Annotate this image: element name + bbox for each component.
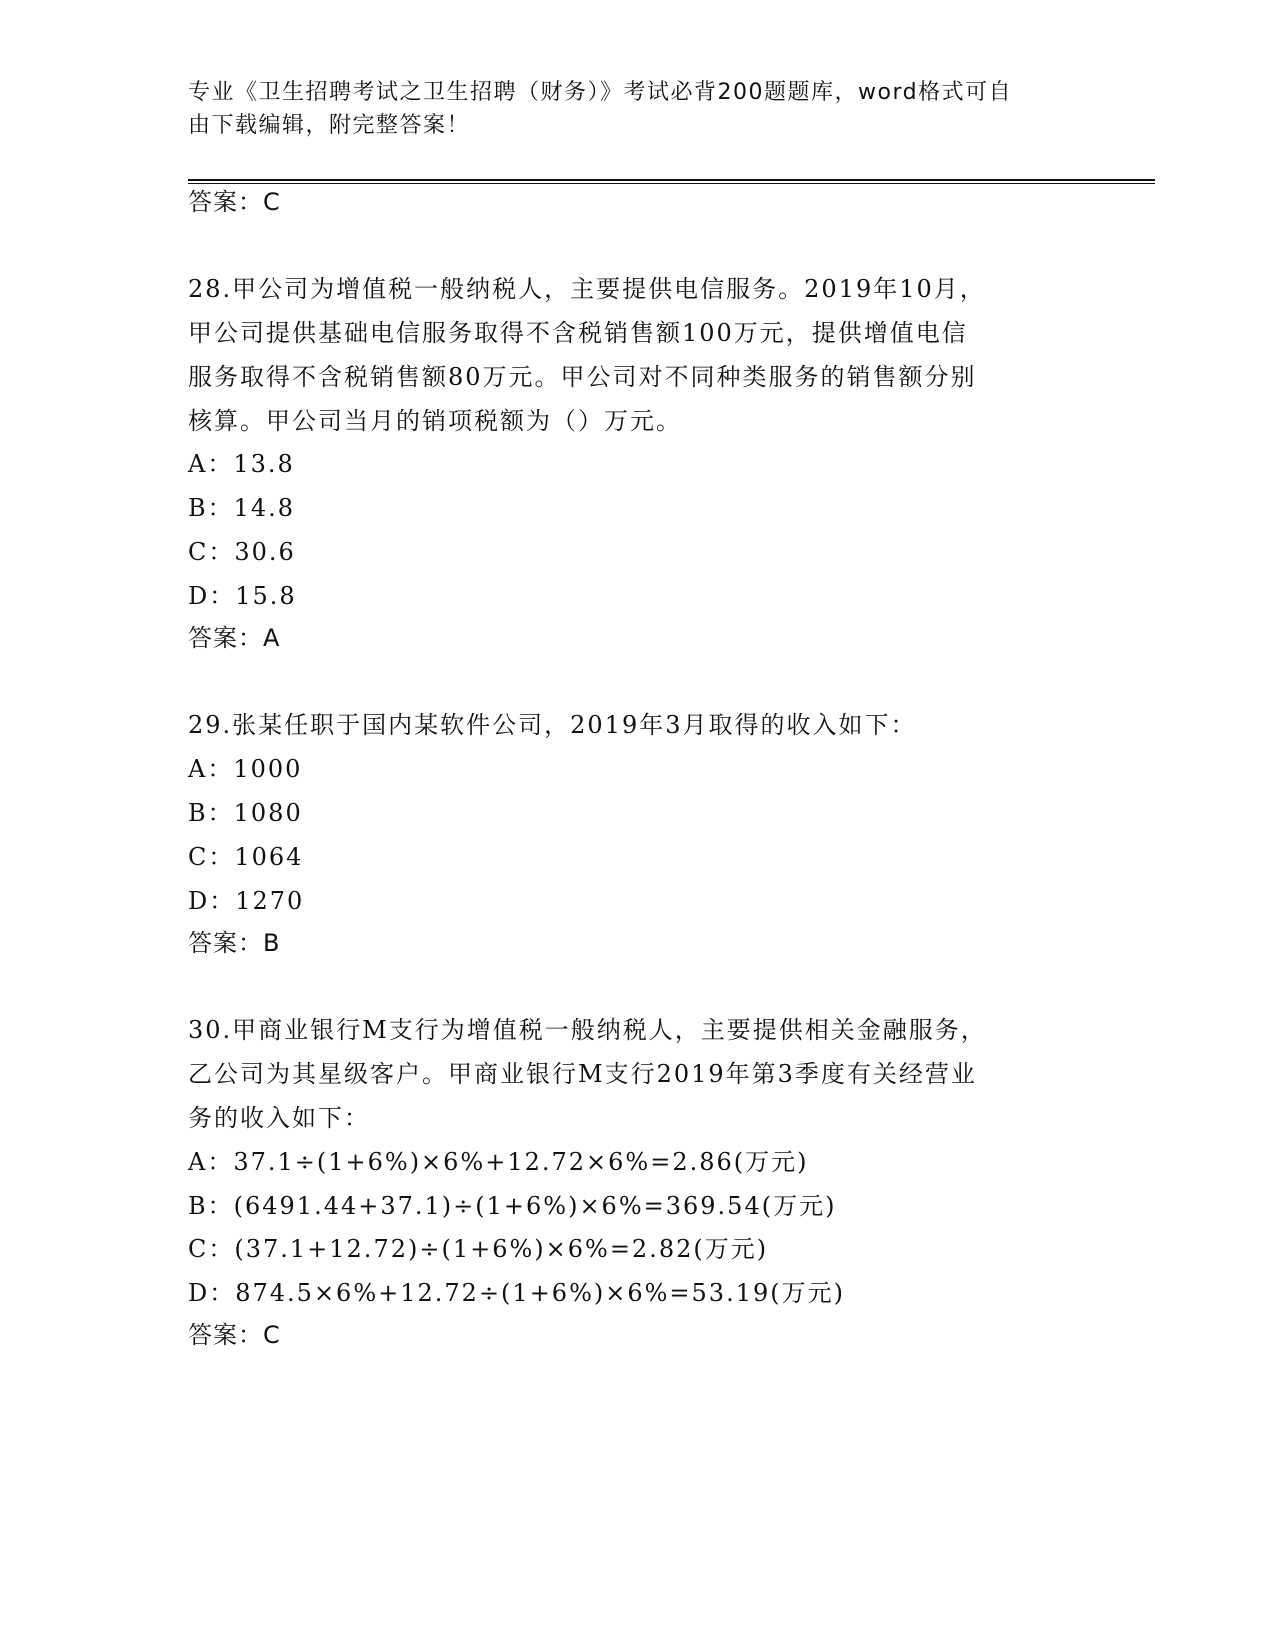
question-stem-line: 甲公司提供基础电信服务取得不含税销售额100万元，提供增值电信 bbox=[188, 319, 968, 347]
answer: 答案：A bbox=[188, 624, 281, 652]
answer: 答案：B bbox=[188, 929, 281, 957]
option-a: A：13.8 bbox=[188, 450, 295, 478]
answer: 答案：C bbox=[188, 1321, 281, 1349]
option-c: C：30.6 bbox=[188, 538, 296, 566]
question-stem-line: 30.甲商业银行M支行为增值税一般纳税人，主要提供相关金融服务， bbox=[188, 1016, 987, 1044]
option-b: B：14.8 bbox=[188, 494, 296, 522]
option-a: A：1000 bbox=[188, 755, 303, 783]
option-c: C：1064 bbox=[188, 843, 304, 871]
document-header bbox=[188, 76, 1068, 142]
question-stem-line: 服务取得不含税销售额80万元。甲公司对不同种类服务的销售额分别 bbox=[188, 363, 977, 391]
option-b: B：1080 bbox=[188, 799, 303, 827]
option-d: D：874.5×6%+12.72÷(1+6%)×6%=53.19(万元) bbox=[188, 1279, 845, 1307]
option-d: D：15.8 bbox=[188, 582, 297, 610]
header-divider bbox=[188, 179, 1155, 184]
previous-answer: 答案：C bbox=[188, 188, 281, 216]
header-line-2: 由下载编辑，附完整答案！ bbox=[188, 113, 471, 138]
question-stem-line: 28.甲公司为增值税一般纳税人，主要提供电信服务。2019年10月， bbox=[188, 275, 986, 303]
option-c: C：(37.1+12.72)÷(1+6%)×6%=2.82(万元) bbox=[188, 1235, 769, 1263]
option-a: A：37.1÷(1+6%)×6%+12.72×6%=2.86(万元) bbox=[188, 1148, 809, 1176]
option-b: B：(6491.44+37.1)÷(1+6%)×6%=369.54(万元) bbox=[188, 1192, 837, 1220]
question-stem-line: 核算。甲公司当月的销项税额为（）万元。 bbox=[188, 407, 682, 435]
question-stem-line: 务的收入如下： bbox=[188, 1104, 370, 1132]
option-d: D：1270 bbox=[188, 887, 305, 915]
header-line-1: 专业《卫生招聘考试之卫生招聘（财务）》考试必背200题题库，word格式可自 bbox=[188, 80, 1013, 105]
question-stem-line: 乙公司为其星级客户。甲商业银行M支行2019年第3季度有关经营业 bbox=[188, 1060, 977, 1088]
question-stem-line: 29.张某任职于国内某软件公司，2019年3月取得的收入如下： bbox=[188, 711, 917, 739]
